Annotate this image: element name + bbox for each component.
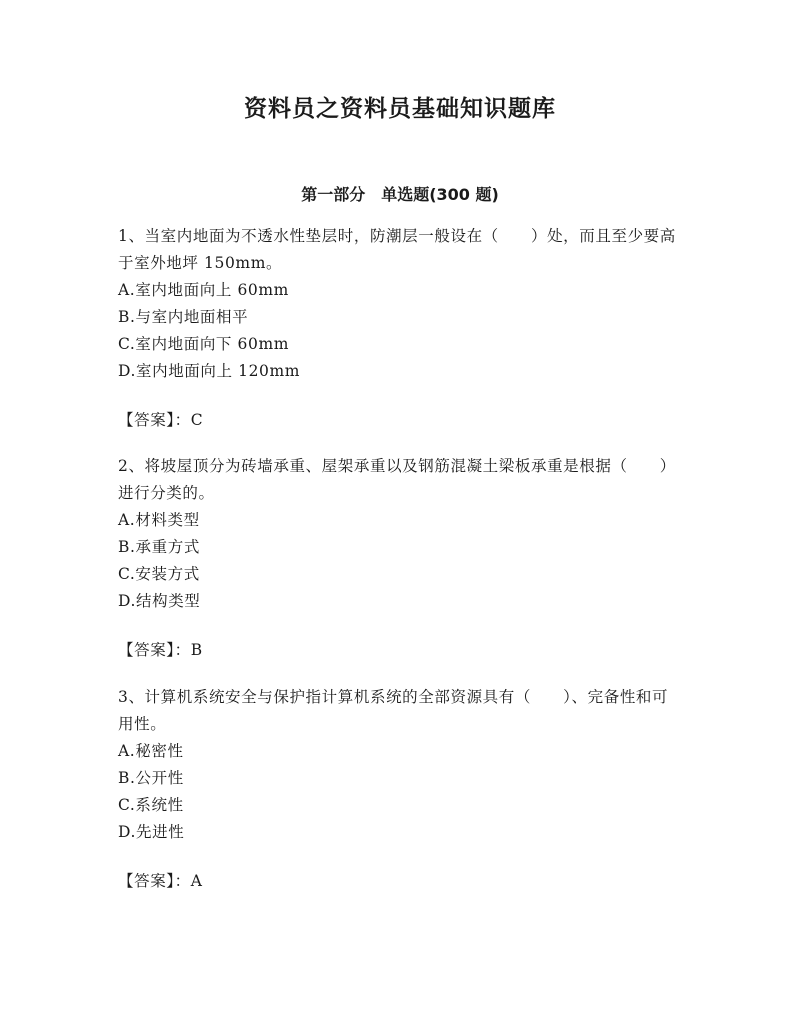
option-b: B.承重方式: [118, 538, 200, 556]
question-1: [118, 223, 684, 434]
answer-line: 【答案】：A: [118, 872, 203, 890]
option-d: D.室内地面向上 120mm: [118, 362, 301, 380]
option-c: C.系统性: [118, 796, 184, 814]
answer-line: 【答案】：B: [118, 641, 203, 659]
question-2: [118, 453, 684, 664]
section-heading: 第一部分 单选题(300 题): [301, 185, 499, 204]
answer-line: 【答案】：C: [118, 411, 204, 429]
question-stem: 1、当室内地面为不透水性垫层时，防潮层一般设在（ ）处，而且至少要高于室外地坪 150mm。: [118, 227, 676, 272]
option-d: D.结构类型: [118, 592, 201, 610]
option-c: C.室内地面向下 60mm: [118, 335, 290, 353]
document-title: 资料员之资料员基础知识题库: [244, 96, 556, 122]
option-a: A.室内地面向上 60mm: [118, 281, 289, 299]
option-a: A.材料类型: [118, 511, 200, 529]
option-a: A.秘密性: [118, 742, 184, 760]
question-3: [118, 684, 684, 895]
question-stem: 3、计算机系统安全与保护指计算机系统的全部资源具有（ ）、完备性和可用性。: [118, 688, 669, 733]
option-d: D.先进性: [118, 823, 185, 841]
question-stem: 2、将坡屋顶分为砖墙承重、屋架承重以及钢筋混凝土梁板承重是根据（ ）进行分类的。: [118, 457, 676, 502]
option-b: B.与室内地面相平: [118, 308, 249, 326]
option-b: B.公开性: [118, 769, 184, 787]
option-c: C.安装方式: [118, 565, 200, 583]
